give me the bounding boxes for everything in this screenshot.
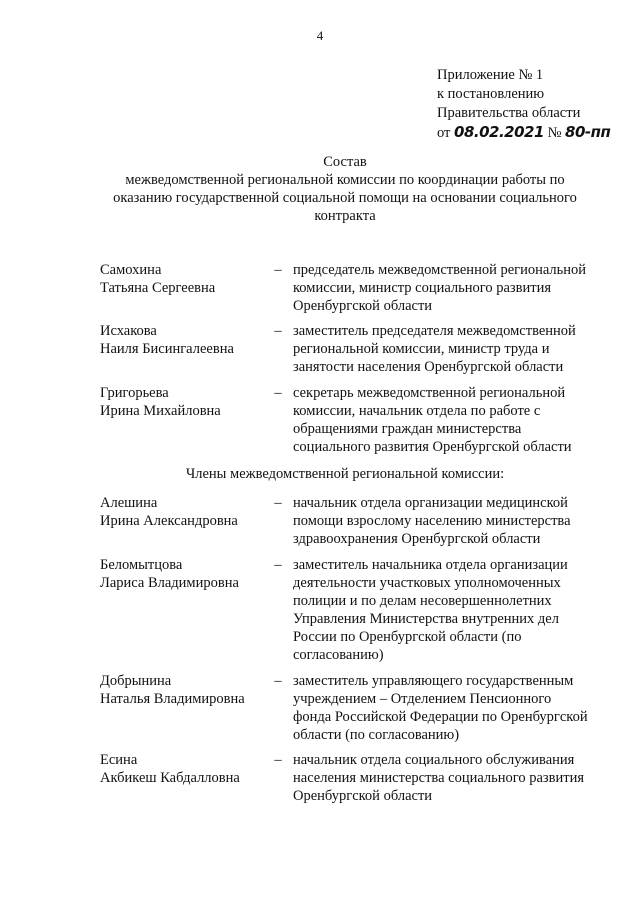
appendix-block (437, 66, 610, 143)
dash: – (274, 495, 282, 511)
page-number: 4 (316, 28, 324, 43)
title-block (100, 153, 590, 225)
number-prefix: № (547, 125, 562, 141)
person-surname: Исхакова (100, 323, 157, 339)
date-prefix: от (437, 125, 451, 141)
person-role: заместитель председателя межведомственной региональной комиссии, министр труда и занятости населения Оренбургской области (293, 323, 576, 375)
dash: – (274, 752, 282, 768)
person-given-names: Наталья Владимировна (100, 691, 245, 707)
appendix-line-1: Приложение № 1 (437, 67, 544, 83)
appendix-date-line (437, 123, 610, 143)
dash: – (274, 557, 282, 573)
person-given-names: Ирина Михайловна (100, 403, 221, 419)
person-role: заместитель начальника отдела организации деятельности участковых уполномоченных полиции и по делам несовершеннолетних Управления Министерства внутренних дел России по Оренбургской области (по согласованию) (293, 557, 568, 663)
person-name (100, 672, 270, 708)
person-surname: Григорьева (100, 385, 169, 401)
handwritten-date: 08.02.2021 (454, 123, 544, 141)
person-surname: Самохина (100, 262, 162, 278)
person-given-names: Ирина Александровна (100, 513, 238, 529)
person-given-names: Татьяна Сергеевна (100, 280, 216, 296)
person-given-names: Лариса Владимировна (100, 575, 239, 591)
person-name (100, 261, 270, 297)
person-name (100, 322, 270, 358)
person-surname: Беломытцова (100, 557, 183, 573)
document-subtitle: межведомственной региональной комиссии по координации работы по оказанию государственной социальной помощи на основании социального контракта (113, 172, 577, 224)
person-role: начальник отдела социального обслуживания населения министерства социального развития Оренбургской области (293, 752, 585, 804)
handwritten-number: 80-пп (565, 123, 611, 141)
person-name (100, 494, 270, 530)
person-surname: Алешина (100, 495, 158, 511)
dash: – (274, 323, 282, 339)
person-surname: Есина (100, 752, 138, 768)
appendix-line-2: к постановлению (437, 86, 545, 102)
person-role: секретарь межведомственной региональной комиссии, начальник отдела по работе с обращениями граждан министерства социального развития Оренбургской области (293, 385, 572, 455)
members-heading: Члены межведомственной региональной комиссии: (185, 466, 505, 482)
person-given-names: Акбикеш Кабдалловна (100, 770, 240, 786)
person-role: председатель межведомственной региональной комиссии, министр социального развития Оренбургской области (293, 262, 587, 314)
person-name (100, 751, 270, 787)
person-name (100, 384, 270, 420)
person-given-names: Наиля Бисингалеевна (100, 341, 234, 357)
person-role: заместитель управляющего государственным учреждением – Отделением Пенсионного фонда Российской Федерации по Оренбургской области (по согласованию) (293, 673, 588, 743)
dash: – (274, 262, 282, 278)
dash: – (274, 385, 282, 401)
appendix-line-3: Правительства области (437, 105, 581, 121)
document-heading: Состав (323, 154, 367, 170)
dash: – (274, 673, 282, 689)
person-role: начальник отдела организации медицинской помощи взрослому населению министерства здравоохранения Оренбургской области (293, 495, 571, 547)
person-surname: Добрынина (100, 673, 172, 689)
person-name (100, 556, 270, 592)
